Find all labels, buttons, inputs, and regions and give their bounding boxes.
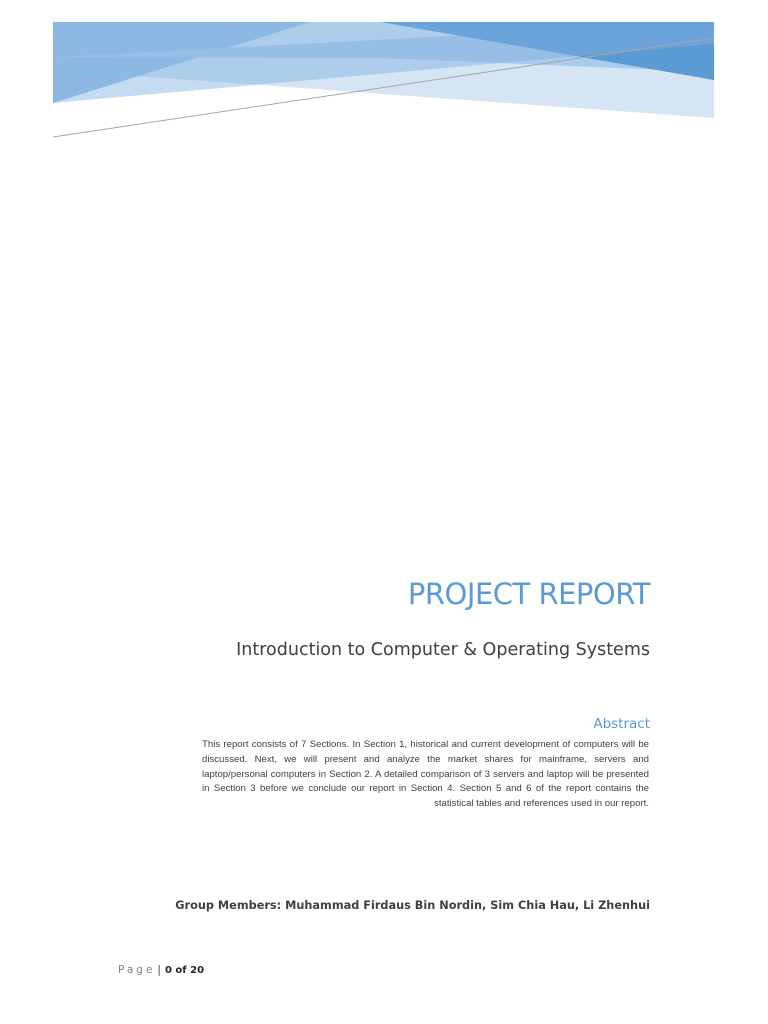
header-banner-graphic [0,0,768,150]
footer-page-count: 0 of 20 [164,965,205,976]
report-subtitle: Introduction to Computer & Operating Systems [236,640,650,660]
abstract-heading: Abstract [593,716,650,732]
footer-separator: | [157,964,161,976]
report-title: PROJECT REPORT [407,577,650,611]
group-members: Group Members: Muhammad Firdaus Bin Nordin, Sim Chia Hau, Li Zhenhui [175,899,650,912]
footer-page-label: Page [118,964,156,976]
page-footer [118,965,204,976]
abstract-body: This report consists of 7 Sections. In Section 1, historical and current development of computers will be discussed. Next, we will present and analyze the market shares for mainframe, servers and laptop/personal computers in Section 2. A detailed comparison of 3 servers and laptop will be presented in Section 3 before we conclude our report in Section 4. Section 5 and 6 of the report contains the statistical tables and references used in our report. [202,739,649,810]
